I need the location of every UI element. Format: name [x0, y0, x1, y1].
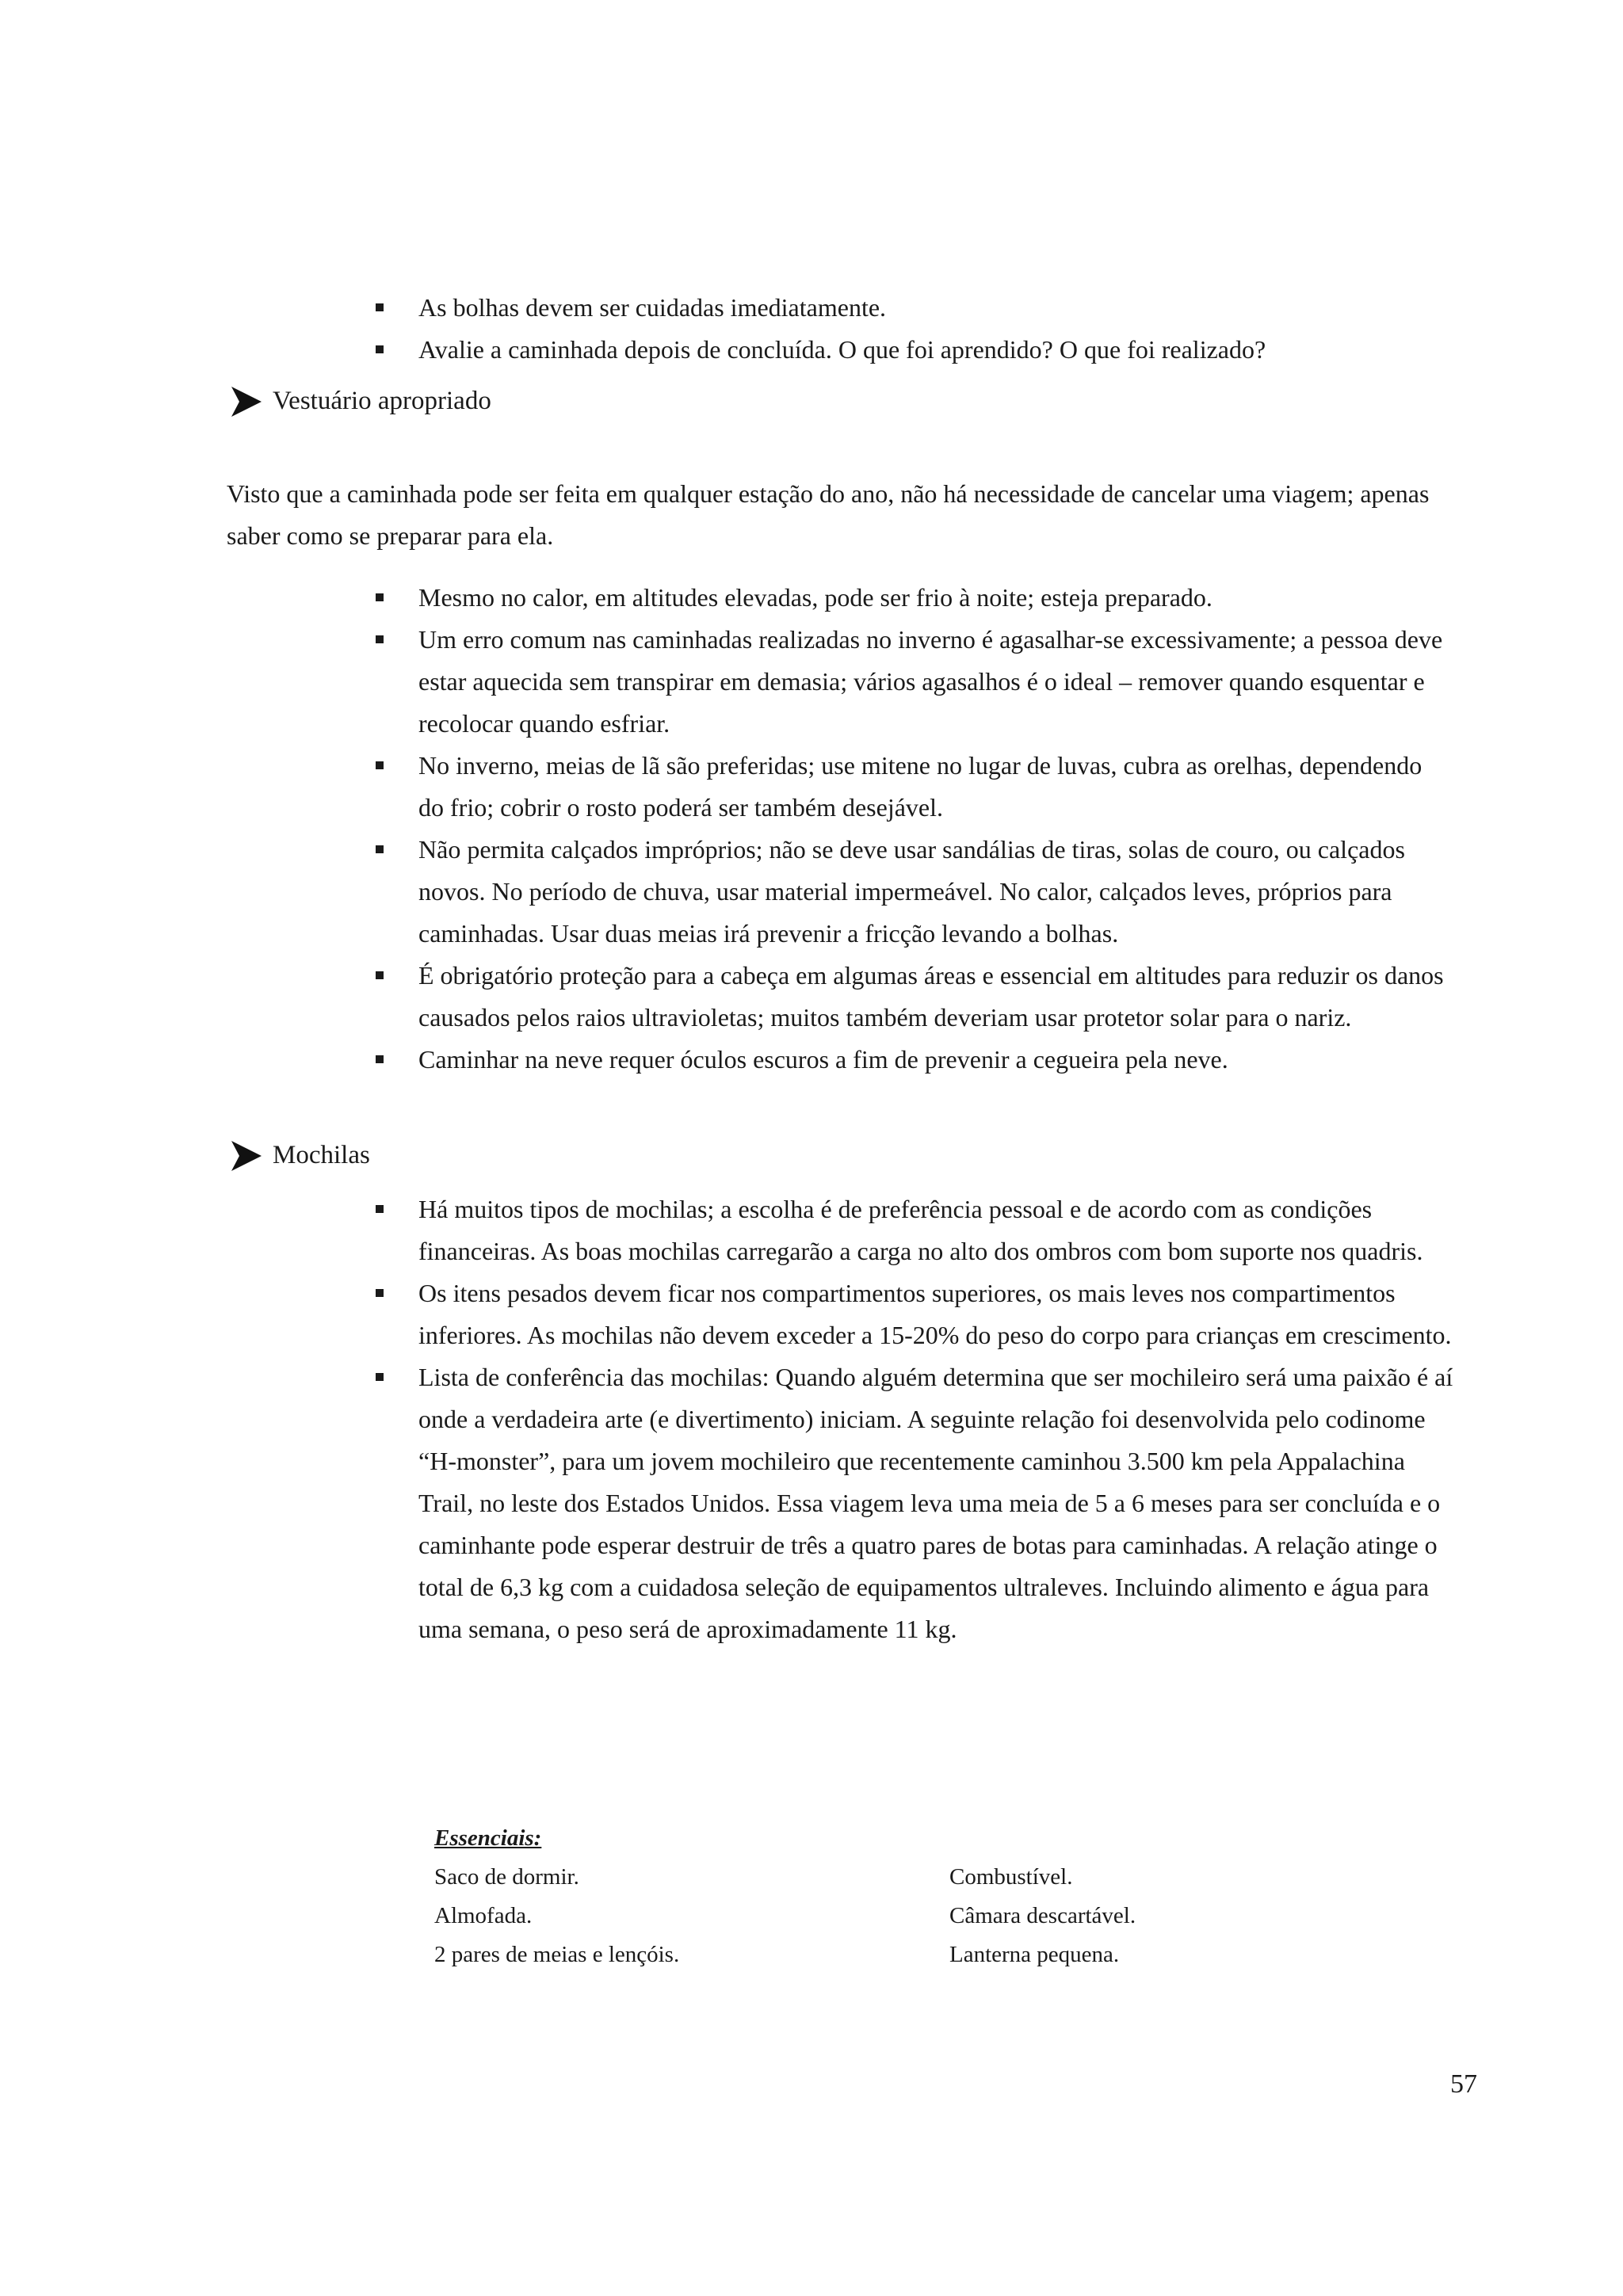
section-heading-clothing	[230, 380, 491, 422]
list-item: Os itens pesados devem ficar nos compartimentos superiores, os mais leves nos compartimentos inferiores. As mochilas não devem exceder a 15-20% do peso do corpo para crianças em crescimento.	[376, 1272, 1453, 1356]
list-item: Há muitos tipos de mochilas; a escolha é de preferência pessoal e de acordo com as condições financeiras. As boas mochilas carregarão a carga no alto dos ombros com bom suporte nos quadris.	[376, 1188, 1453, 1272]
list-item: Combustível.	[949, 1864, 1073, 1890]
list-item: Almofada.	[434, 1903, 533, 1928]
list-item: É obrigatório proteção para a cabeça em algumas áreas e essencial em altitudes para reduzir os danos causados pelos raios ultravioletas; muitos também deveriam usar protetor solar para o nariz.	[376, 955, 1453, 1039]
top-bullet-list	[376, 287, 1453, 371]
list-item: Lanterna pequena.	[949, 1942, 1120, 1967]
list-item: 2 pares de meias e lençóis.	[434, 1942, 680, 1967]
list-item: Lista de conferência das mochilas: Quando alguém determina que ser mochileiro será uma paixão é aí onde a verdadeira arte (e divertimento) iniciam. A seguinte relação foi desenvolvida pelo codinome “H-monster”, para um jovem mochileiro que recentemente caminhou 3.500 km pela Appalachina Trail, no leste dos Estados Unidos. Essa viagem leva uma meia de 5 a 6 meses para ser concluída e o caminhante pode esperar destruir de três a quatro pares de botas para caminhadas. A relação atinge o total de 6,3 kg com a cuidadosa seleção de equipamentos ultraleves. Incluindo alimento e água para uma semana, o peso será de aproximadamente 11 kg.	[376, 1356, 1453, 1650]
list-item: Não permita calçados impróprios; não se deve usar sandálias de tiras, solas de couro, ou calçados novos. No período de chuva, usar material impermeável. No calor, calçados leves, próprios para caminhadas. Usar duas meias irá prevenir a fricção levando a bolhas.	[376, 829, 1453, 955]
essentials-column-2	[949, 1858, 1266, 1974]
list-item: Avalie a caminhada depois de concluída. O que foi aprendido? O que foi realizado?	[376, 329, 1453, 371]
list-item: Um erro comum nas caminhadas realizadas no inverno é agasalhar-se excessivamente; a pessoa deve estar aquecida sem transpirar em demasia; vários agasalhos é o ideal – remover quando esquentar e recolocar quando esfriar.	[376, 619, 1453, 745]
arrowhead-bullet-icon	[230, 1139, 263, 1173]
list-item: Saco de dormir.	[434, 1864, 579, 1890]
list-item: Caminhar na neve requer óculos escuros a fim de prevenir a cegueira pela neve.	[376, 1039, 1453, 1081]
essentials-column-1	[434, 1858, 949, 1974]
section-heading-label: Vestuário apropriado	[273, 387, 491, 415]
backpacks-bullet-list	[376, 1188, 1453, 1650]
clothing-intro-paragraph: Visto que a caminhada pode ser feita em qualquer estação do ano, não há necessidade de cancelar uma viagem; apenas saber como se preparar para ela.	[227, 479, 1430, 550]
list-item: Câmara descartável.	[949, 1903, 1136, 1928]
page-number: 57	[1450, 2069, 1477, 2099]
arrowhead-bullet-icon	[230, 385, 263, 418]
essentials-title: Essenciais:	[434, 1825, 542, 1851]
clothing-bullet-list	[376, 577, 1453, 1081]
essentials-block	[434, 1819, 1266, 1974]
list-item: No inverno, meias de lã são preferidas; use mitene no lugar de luvas, cubra as orelhas, dependendo do frio; cobrir o rosto poderá ser também desejável.	[376, 745, 1453, 829]
list-item: As bolhas devem ser cuidadas imediatamente.	[376, 287, 1453, 329]
section-heading-backpacks	[230, 1135, 370, 1177]
essentials-grid	[434, 1858, 1266, 1974]
list-item: Mesmo no calor, em altitudes elevadas, pode ser frio à noite; esteja preparado.	[376, 577, 1453, 619]
section-heading-label: Mochilas	[273, 1141, 370, 1169]
